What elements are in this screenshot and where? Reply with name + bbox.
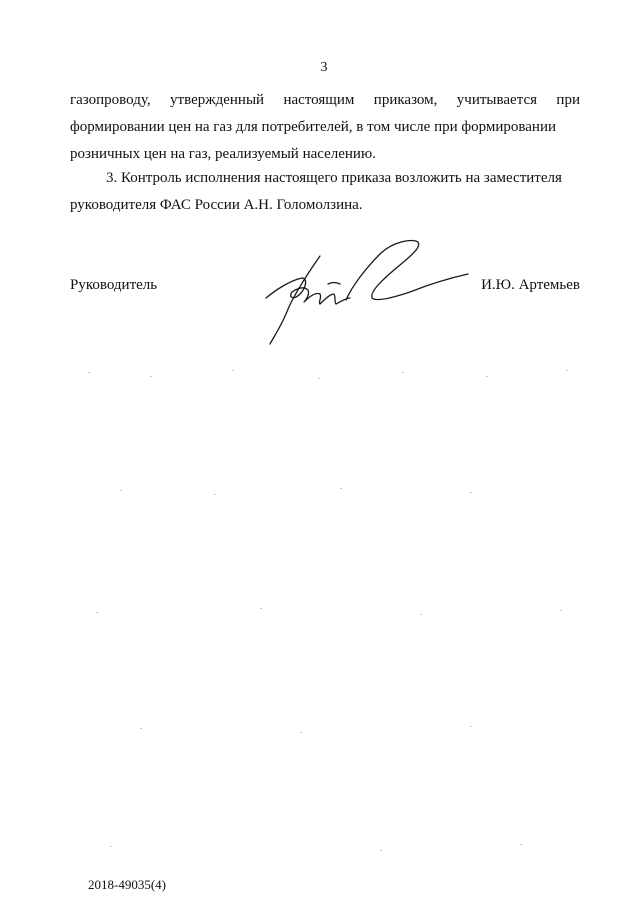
word: газопроводу,: [70, 92, 151, 108]
signatory-name: И.Ю. Артемьев: [481, 277, 580, 293]
word: приказом,: [373, 92, 438, 108]
handwritten-signature: [262, 236, 472, 346]
paragraph-1-line-2: формировании цен на газ для потребителей, в том числе при формировании: [70, 119, 557, 135]
word: утвержденный: [170, 92, 265, 108]
paragraph-1-line-3: розничных цен на газ, реализуемый населению.: [70, 146, 376, 162]
page-number: 3: [320, 60, 328, 75]
paragraph-2-line-2: руководителя ФАС России А.Н. Голомолзина.: [70, 197, 363, 213]
document-code: 2018-49035(4): [88, 877, 166, 892]
paragraph-1: [70, 87, 580, 168]
word: учитывается: [456, 92, 537, 108]
word: при: [556, 92, 580, 108]
paragraph-2: [70, 165, 580, 219]
word: настоящим: [283, 92, 355, 108]
paragraph-2-line-1: 3. Контроль исполнения настоящего приказа возложить на заместителя: [106, 170, 562, 186]
signatory-title: Руководитель: [70, 277, 158, 293]
paragraph-1-line-1: [70, 87, 580, 114]
